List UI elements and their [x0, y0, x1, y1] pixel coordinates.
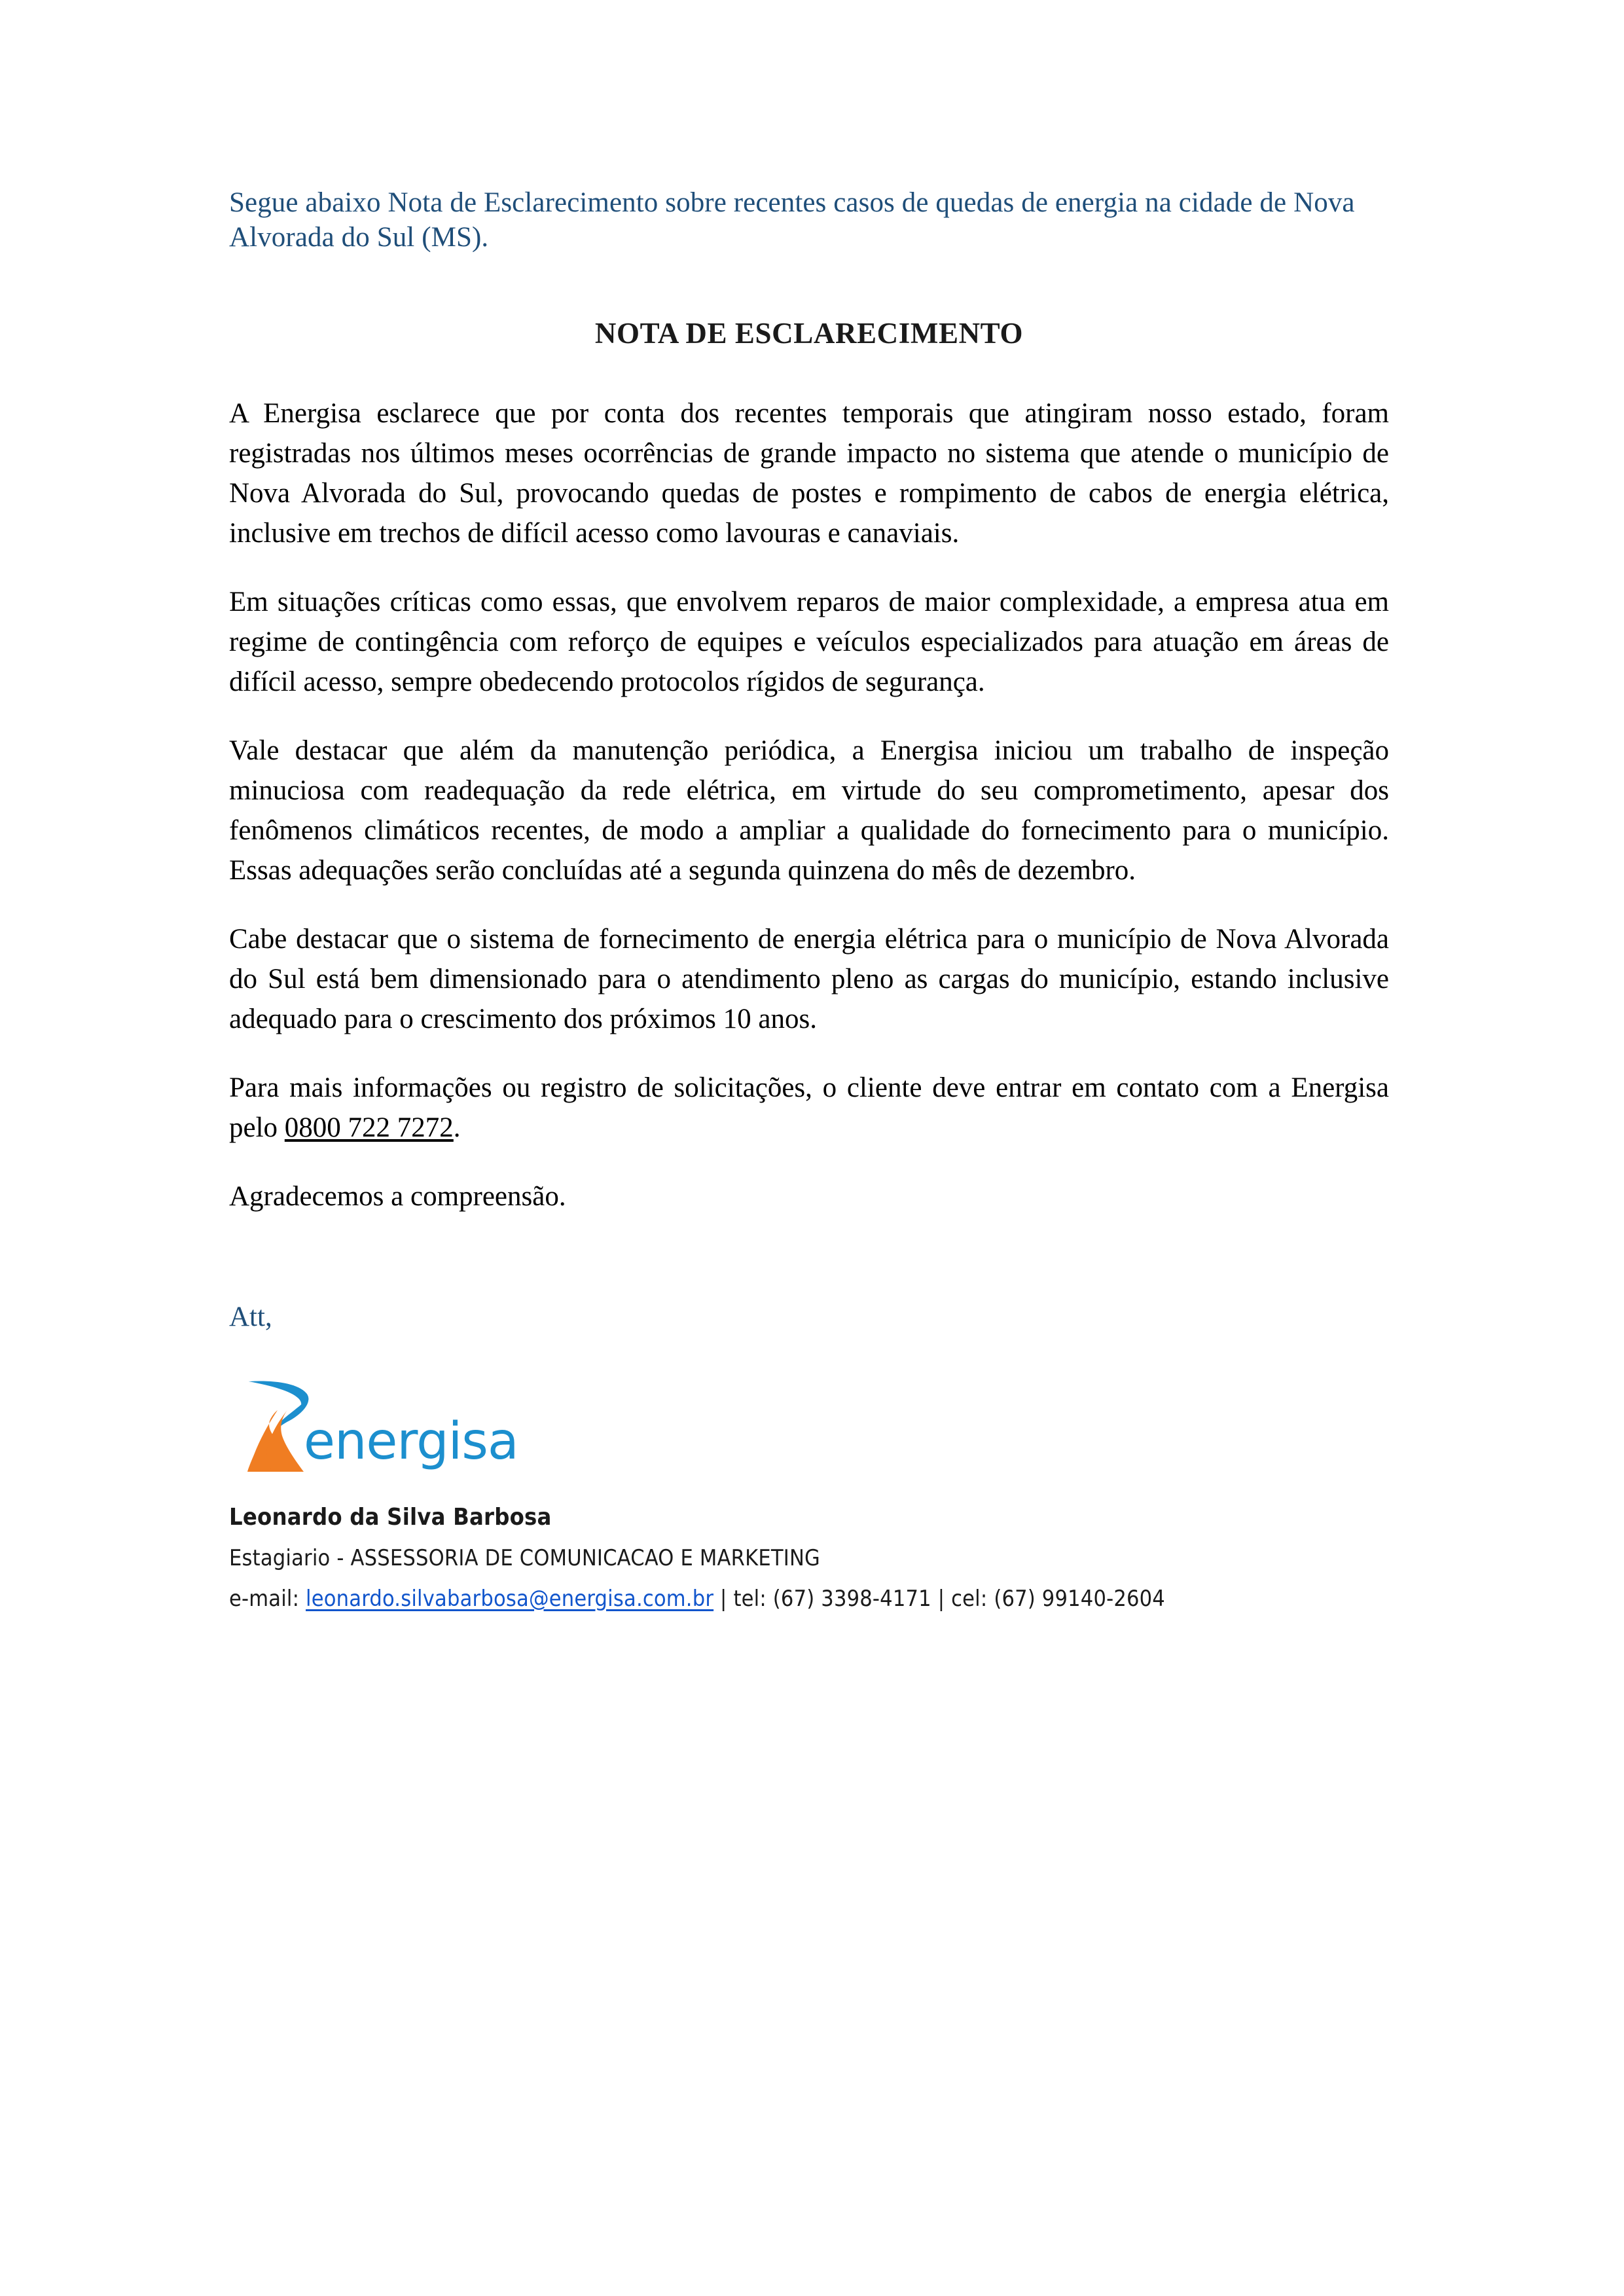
energisa-logo-svg	[241, 1374, 522, 1478]
paragraph-contact	[229, 1068, 1389, 1148]
support-phone-number: 0800 722 7272	[284, 1112, 454, 1144]
signature-block	[229, 1501, 1389, 1614]
cel-number: (67) 99140-2604	[994, 1585, 1165, 1612]
tel-number: (67) 3398-4171	[772, 1585, 931, 1612]
contact-text-before: Para mais informações ou registro de solicitações, o cliente deve entrar em contato com a Energisa pelo	[229, 1072, 1389, 1144]
contact-separator-1: |	[713, 1585, 734, 1612]
paragraph-1: A Energisa esclarece que por conta dos recentes temporais que atingiram nosso estado, foram registradas nos últimos meses ocorrências de grande impacto no sistema que atende o município de Nova Alvorada do Sul, provocando quedas de postes e rompimento de cabos de energia elétrica, inclusive em trechos de difícil acesso como lavouras e canaviais.	[229, 397, 1389, 549]
cel-label: cel:	[951, 1585, 994, 1612]
paragraph-4: Cabe destacar que o sistema de fornecimento de energia elétrica para o município de Nova Alvorada do Sul está bem dimensionado para o atendimento pleno as cargas do município, estando inclusive adequado para o crescimento dos próximos 10 anos.	[229, 924, 1389, 1035]
signature-role: Estagiario - ASSESSORIA DE COMUNICACAO E MARKETING	[229, 1545, 820, 1572]
email-link[interactable]: leonardo.silvabarbosa@energisa.com.br	[306, 1585, 714, 1612]
paragraph-2: Em situações críticas como essas, que envolvem reparos de maior complexidade, a empresa atua em regime de contingência com reforço de equipes e veículos especializados para atuação em áreas de difícil acesso, sempre obedecendo protocolos rígidos de segurança.	[229, 586, 1389, 697]
body-paragraphs	[229, 393, 1389, 1217]
salutation: Att,	[229, 1302, 272, 1333]
tel-label: tel:	[733, 1585, 773, 1612]
energisa-logo	[241, 1374, 522, 1478]
contact-text-after: .	[453, 1112, 461, 1144]
email-label: e-mail:	[229, 1585, 306, 1612]
signature-contact-line	[229, 1583, 1389, 1614]
document-content	[229, 0, 1389, 1614]
logo-wordmark: energisa	[304, 1412, 518, 1472]
signature-name: Leonardo da Silva Barbosa	[229, 1504, 552, 1531]
paragraph-3: Vale destacar que além da manutenção periódica, a Energisa iniciou um trabalho de inspeção minuciosa com readequação da rede elétrica, em virtude do seu comprometimento, apesar dos fenômenos climáticos recentes, de modo a ampliar a qualidade do fornecimento para o município. Essas adequações serão concluídas até a segunda quinzena do mês de dezembro.	[229, 735, 1389, 886]
contact-separator-2: |	[931, 1585, 952, 1612]
page-title: NOTA DE ESCLARECIMENTO	[594, 316, 1024, 350]
intro-paragraph: Segue abaixo Nota de Esclarecimento sobre recentes casos de quedas de energia na cidade de Nova Alvorada do Sul (MS).	[229, 187, 1355, 253]
closing-paragraph: Agradecemos a compreensão.	[229, 1181, 566, 1212]
